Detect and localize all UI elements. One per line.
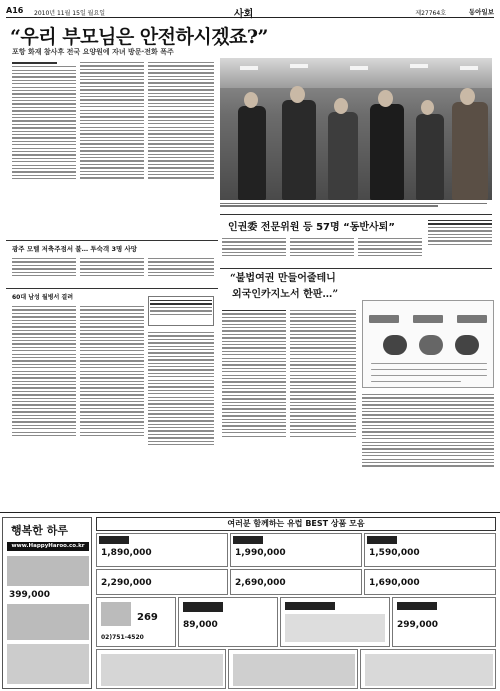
ad-price: 89,000	[183, 620, 218, 630]
article-column	[150, 298, 212, 324]
ad-product	[96, 649, 226, 689]
ad-product	[364, 533, 496, 567]
ad-product	[178, 597, 278, 647]
article-column	[80, 304, 144, 508]
section-name: 사회	[234, 9, 254, 20]
ad-product	[96, 569, 228, 595]
article-column	[80, 60, 144, 238]
article-column	[148, 330, 214, 508]
article-column	[290, 236, 354, 266]
issue-date: 2010년 11월 15일 월요일	[34, 10, 106, 17]
article-column	[428, 218, 492, 266]
ad-product	[230, 569, 362, 595]
article-column	[148, 60, 214, 238]
paper-name: 동아일보	[468, 8, 494, 16]
advertisement	[0, 512, 500, 691]
ad-product	[364, 569, 496, 595]
ad-price: 2,290,000	[101, 578, 152, 588]
ad-banner: 여러분 함께하는 유럽 BEST 상품 모음	[96, 517, 496, 531]
ad-phone: 02)751-4520	[101, 634, 144, 641]
ad-product	[228, 649, 358, 689]
ad-price: 1,990,000	[235, 548, 286, 558]
info-diagram	[362, 300, 494, 388]
article-column	[12, 304, 76, 508]
quote-headline-line-2: 외국인카지노서 한판…”	[232, 289, 339, 300]
main-headline: “우리 부모님은 안전하시겠죠?”	[10, 26, 268, 48]
ad-price: 1,690,000	[369, 578, 420, 588]
article-column	[222, 308, 286, 508]
ad-product	[360, 649, 496, 689]
ad-logo: 행복한 하루	[11, 524, 68, 537]
article-column	[222, 236, 286, 266]
article-column	[148, 256, 214, 286]
article-column	[80, 256, 144, 286]
story-headline: 광주 모텔 저축주점서 불… 투숙객 3명 사망	[12, 245, 138, 253]
ad-product	[96, 533, 228, 567]
ad-price: 1,590,000	[369, 548, 420, 558]
ad-product	[280, 597, 390, 647]
story-headline: 인권委 전문위원 등 57명 “동반사퇴”	[228, 222, 395, 233]
main-subheadline: 포항 화재 참사후 전국 요양원에 자녀 방문·전화 폭주	[12, 48, 174, 56]
page-header	[6, 4, 494, 18]
article-column	[358, 236, 422, 266]
issue-number: 제27764호	[415, 10, 446, 17]
article-column	[12, 60, 76, 238]
ad-brand-panel	[2, 517, 92, 689]
ad-product	[230, 533, 362, 567]
ad-price: 1,890,000	[101, 548, 152, 558]
page-number: A16	[6, 6, 24, 15]
news-photo	[220, 58, 492, 200]
ad-price: 299,000	[397, 620, 438, 630]
story-headline: 60대 남성 월병서 결려	[12, 294, 73, 301]
article-column	[290, 308, 356, 508]
article-column	[362, 392, 494, 508]
quote-headline-line-1: “불법여권 만들어줄테니	[230, 273, 336, 284]
ad-price: 269	[137, 612, 158, 623]
ad-product	[96, 597, 176, 647]
photo-caption	[220, 202, 492, 208]
ad-product	[392, 597, 496, 647]
ad-price: 2,690,000	[235, 578, 286, 588]
article-column	[12, 256, 76, 286]
ad-price: 399,000	[9, 590, 50, 600]
ad-url: www.HappyHaroo.co.kr	[7, 542, 89, 551]
